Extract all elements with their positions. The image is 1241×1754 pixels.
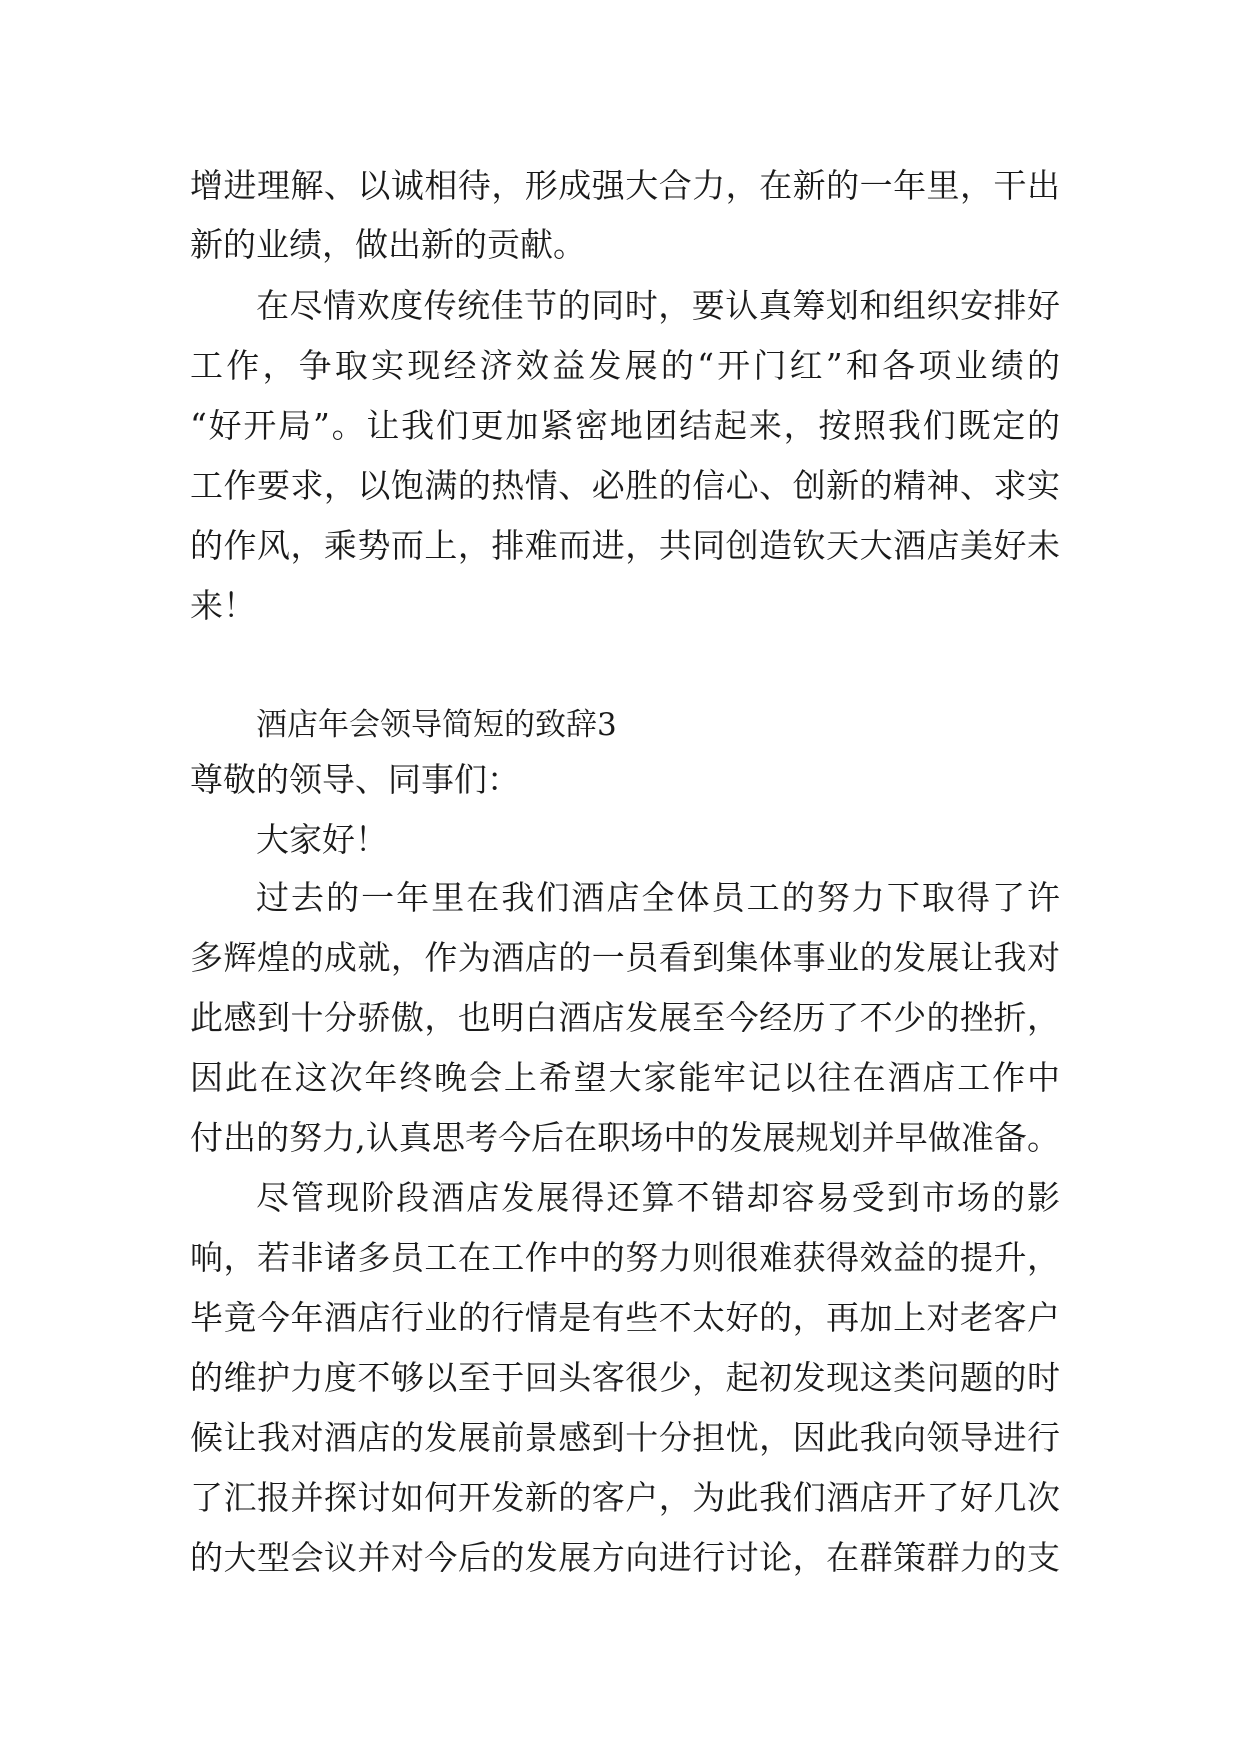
salutation: 尊敬的领导、同事们： <box>190 760 520 799</box>
paragraph-line: 的维护力度不够以至于回头客很少，起初发现这类问题的时 <box>190 1358 1060 1397</box>
paragraph-line: 响，若非诸多员工在工作中的努力则很难获得效益的提升， <box>190 1238 1060 1277</box>
paragraph-line: 工作要求，以饱满的热情、必胜的信心、创新的精神、求实 <box>190 466 1060 505</box>
paragraph-line: 的作风，乘势而上，排难而进，共同创造钦天大酒店美好未 <box>190 526 1060 565</box>
paragraph-line: 来！ <box>190 586 256 625</box>
paragraph-line: 工作，争取实现经济效益发展的“开门红”和各项业绩的 <box>190 346 1060 385</box>
section-title: 酒店年会领导简短的致辞3 <box>256 707 617 743</box>
paragraph-line: 多辉煌的成就，作为酒店的一员看到集体事业的发展让我对 <box>190 938 1060 977</box>
paragraph-line: 了汇报并探讨如何开发新的客户，为此我们酒店开了好几次 <box>190 1478 1060 1517</box>
paragraph-line: 的大型会议并对今后的发展方向进行讨论，在群策群力的支 <box>190 1538 1060 1577</box>
paragraph-line: 在尽情欢度传统佳节的同时，要认真筹划和组织安排好 <box>256 286 1060 325</box>
paragraph-line: 毕竟今年酒店行业的行情是有些不太好的，再加上对老客户 <box>190 1298 1060 1337</box>
paragraph-line: 过去的一年里在我们酒店全体员工的努力下取得了许 <box>256 878 1060 917</box>
paragraph-line: 增进理解、以诚相待，形成强大合力，在新的一年里，干出 <box>190 166 1060 205</box>
paragraph-line: 因此在这次年终晚会上希望大家能牢记以往在酒店工作中 <box>190 1058 1060 1097</box>
paragraph-line: 此感到十分骄傲，也明白酒店发展至今经历了不少的挫折， <box>190 998 1060 1037</box>
paragraph-line: 新的业绩，做出新的贡献。 <box>190 225 586 264</box>
greeting: 大家好！ <box>256 820 388 859</box>
paragraph-line: 候让我对酒店的发展前景感到十分担忧，因此我向领导进行 <box>190 1418 1060 1457</box>
paragraph-line: 付出的努力,认真思考今后在职场中的发展规划并早做准备。 <box>190 1118 1060 1157</box>
paragraph-line: 尽管现阶段酒店发展得还算不错却容易受到市场的影 <box>256 1178 1060 1217</box>
paragraph-line: “好开局”。让我们更加紧密地团结起来，按照我们既定的 <box>190 406 1060 445</box>
